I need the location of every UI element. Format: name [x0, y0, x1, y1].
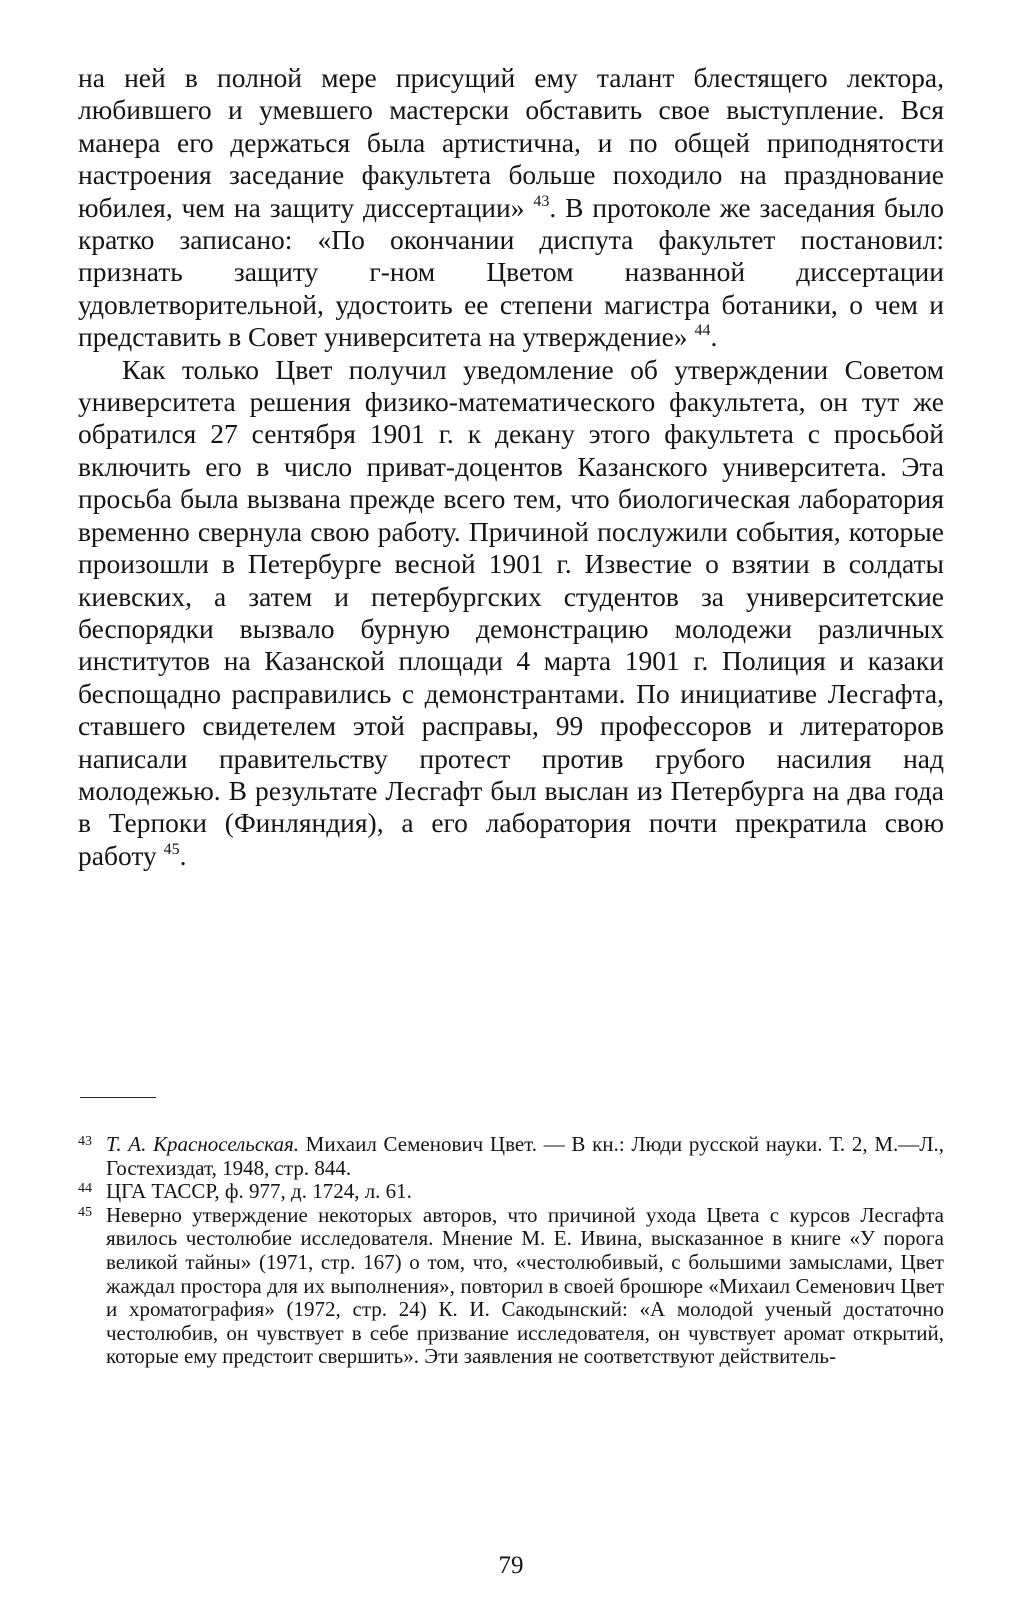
footnote-number: 45 [78, 1204, 92, 1220]
page-number: 79 [498, 1552, 524, 1579]
paragraph-2-text-b: . [179, 839, 187, 871]
paragraph-2 [78, 354, 944, 873]
footnote-number: 44 [78, 1181, 92, 1197]
footnote-text: ЦГА ТАССР, ф. 977, д. 1724, л. 61. [106, 1179, 412, 1204]
paragraph-1-text-a: на ней в полной мере присущий ему талант блестящего лектора, любившего и умевшего мастерски обставить свое выступление. Вся манера его держаться была артистична, и по общей приподнятости настроения заседание факультета больше походило на празднование юбилея, чем на защиту диссертации» [78, 62, 944, 223]
footnote-number: 43 [78, 1134, 92, 1149]
paragraph-1-text-b: . В протоколе же заседания было кратко записано: «По окончании диспута факультет постановил: признать защиту г-ном Цветом названной диссертации удовлетворительной, удостоить ее степени магистра ботаники, о чем и представить в Совет университета на утверждение» [78, 191, 945, 353]
footnote-text: Неверно утверждение некоторых авторов, что причиной ухода Цвета с курсов Лесгафта явилось честолюбие исследователя. Мнение М. Е. Ивина, высказанное в книге «У порога великой тайны» (1971, стр. 167) о том, что, «честолюбивый, с большими замыслами, Цвет жаждал простора для их выполнения», повторил в своей брошюре «Михаил Семенович Цвет и хроматография» (1972, стр. 24) К. И. Сакодынский: «А молодой ученый достаточно честолюбив, он чувствует в себе призвание исследователя, он чувствует аромат открытий, которые ему предстоит свершить». Эти заявления не соответствуют действитель- [106, 1202, 944, 1369]
footnote-ref-43: 43 [533, 192, 550, 210]
paragraph-1 [78, 62, 944, 354]
paragraph-1-text-c: . [710, 321, 718, 353]
footnote-ref-45: 45 [163, 840, 180, 858]
footnote-43 [78, 1133, 944, 1180]
footnote-45 [78, 1204, 944, 1369]
footnote-text: Михаил Семенович Цвет. — В кн.: Люди русской науки. Т. 2, М.—Л., Гостехиздат, 1948, стр. 844. [106, 1132, 944, 1180]
footnote-44 [78, 1180, 944, 1204]
footnote-ref-44: 44 [694, 322, 711, 340]
paragraph-2-text-a: Как только Цвет получил уведомление об утверждении Советом университета решения физико-математического факультета, он тут же обратился 27 сентября 1901 г. к декану этого факультета с просьбой включить его в число приват-доцентов Казанского университета. Эта просьба была вызвана прежде всего тем, что биологическая лаборатория временно свернула свою работу. Причиной послужили события, которые произошли в Петербурге весной 1901 г. Известие о взятии в солдаты киевских, а затем и петербургских студентов за университетские беспорядки вызвало бурную демонстрацию молодежи различных институтов на Казанской площади 4 марта 1901 г. Полиция и казаки беспощадно расправились с демонстрантами. По инициативе Лесгафта, ставшего свидетелем этой расправы, 99 профессоров и литераторов написали правительству протест против грубого насилия над молодежью. В результате Лесгафт был выслан из Петербурга на два года в Терпоки (Финляндия), а его лаборатория почти прекратила свою работу [78, 353, 944, 871]
footnotes [78, 1133, 944, 1369]
main-text [78, 62, 944, 872]
footnote-author: Т. А. Красносельская. [106, 1132, 299, 1156]
footnote-separator [80, 1097, 156, 1098]
